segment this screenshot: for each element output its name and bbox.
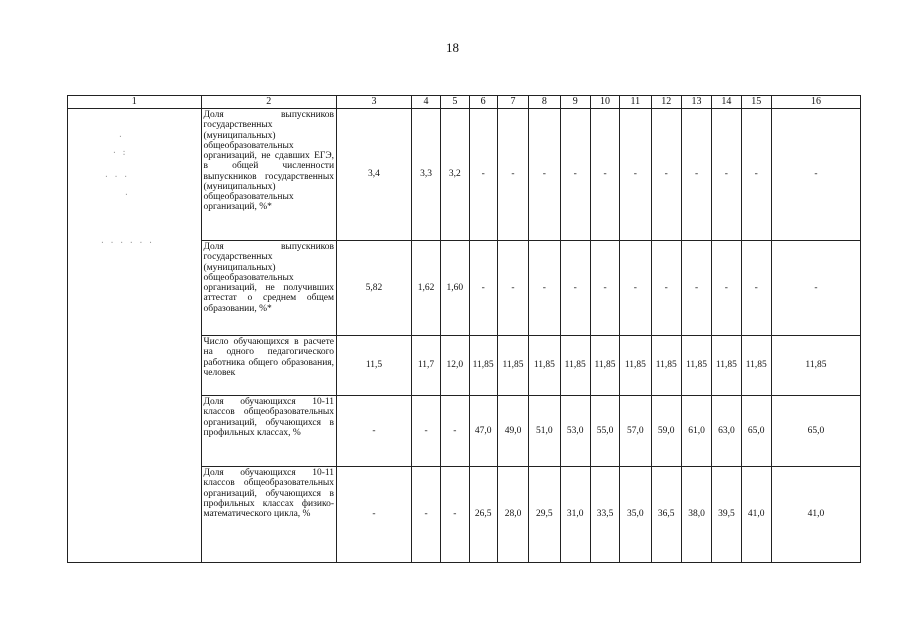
scan-artifact: · <box>124 190 129 199</box>
value-cell: 1,62 <box>411 241 440 336</box>
value-cell: 11,85 <box>529 336 560 396</box>
value-cell: - <box>712 241 741 336</box>
value-cell: - <box>590 241 619 336</box>
header-cell: 12 <box>651 96 681 109</box>
value-cell: 41,0 <box>771 467 860 563</box>
value-cell: 11,85 <box>469 336 497 396</box>
header-cell: 4 <box>411 96 440 109</box>
value-cell: - <box>741 109 771 241</box>
value-cell: 11,85 <box>497 336 528 396</box>
value-cell: 61,0 <box>681 396 711 467</box>
indicator-cell: Доля обучающихся 10-11 классов общеобразовательных организаций, обучающихся в профильных классах физико-математического цикла, % <box>201 467 337 563</box>
value-cell: - <box>741 241 771 336</box>
header-cell: 2 <box>201 96 337 109</box>
value-cell: 11,85 <box>681 336 711 396</box>
page-number: 18 <box>446 40 459 55</box>
value-cell: 38,0 <box>681 467 711 563</box>
value-cell: 12,0 <box>441 336 469 396</box>
scan-artifact: . . . . . . <box>100 236 153 245</box>
indicator-cell: Доля выпускников государственных (муниципальных) общеобразовательных организаций, не сдавших ЕГЭ, в общей численности выпускников государственных (муниципальных) общеобразовательных организаций, %* <box>201 109 337 241</box>
header-cell: 5 <box>441 96 469 109</box>
value-cell: 26,5 <box>469 467 497 563</box>
header-cell: 13 <box>681 96 711 109</box>
scan-artifact: · · · <box>104 172 129 181</box>
header-cell: 14 <box>712 96 741 109</box>
value-cell: - <box>529 109 560 241</box>
header-cell: 8 <box>529 96 560 109</box>
table-header-row <box>68 96 861 109</box>
value-cell: - <box>651 109 681 241</box>
header-cell: 1 <box>68 96 202 109</box>
value-cell: 11,85 <box>590 336 619 396</box>
indicator-cell: Число обучающихся в расчете на одного педагогического работника общего образования, человек <box>201 336 337 396</box>
value-cell: 65,0 <box>741 396 771 467</box>
value-cell: 55,0 <box>590 396 619 467</box>
value-cell: - <box>560 109 590 241</box>
value-cell: - <box>529 241 560 336</box>
value-cell: 49,0 <box>497 396 528 467</box>
value-cell: - <box>497 241 528 336</box>
value-cell: - <box>560 241 590 336</box>
value-cell: 11,85 <box>620 336 651 396</box>
value-cell: 11,85 <box>712 336 741 396</box>
header-cell: 10 <box>590 96 619 109</box>
value-cell: - <box>497 109 528 241</box>
value-cell: - <box>620 241 651 336</box>
value-cell: - <box>441 467 469 563</box>
value-cell: 29,5 <box>529 467 560 563</box>
value-cell: 28,0 <box>497 467 528 563</box>
value-cell: - <box>441 396 469 467</box>
blank-cell <box>68 109 202 563</box>
header-cell: 6 <box>469 96 497 109</box>
table-row <box>68 109 861 241</box>
value-cell: - <box>337 396 412 467</box>
value-cell: 63,0 <box>712 396 741 467</box>
value-cell: 3,2 <box>441 109 469 241</box>
value-cell: 11,85 <box>741 336 771 396</box>
header-cell: 3 <box>337 96 412 109</box>
value-cell: - <box>712 109 741 241</box>
value-cell: 53,0 <box>560 396 590 467</box>
scan-artifact: · <box>118 132 123 141</box>
value-cell: 11,5 <box>337 336 412 396</box>
value-cell: - <box>771 241 860 336</box>
value-cell: - <box>681 109 711 241</box>
value-cell: - <box>771 109 860 241</box>
value-cell: 57,0 <box>620 396 651 467</box>
value-cell: 59,0 <box>651 396 681 467</box>
header-cell: 16 <box>771 96 860 109</box>
value-cell: 3,4 <box>337 109 412 241</box>
value-cell: 11,85 <box>771 336 860 396</box>
indicator-cell: Доля обучающихся 10-11 классов общеобразовательных организаций, обучающихся в профильных классах, % <box>201 396 337 467</box>
value-cell: 11,85 <box>560 336 590 396</box>
value-cell: - <box>337 467 412 563</box>
value-cell: 3,3 <box>411 109 440 241</box>
value-cell: 33,5 <box>590 467 619 563</box>
data-table <box>67 95 861 563</box>
value-cell: - <box>411 396 440 467</box>
value-cell: - <box>681 241 711 336</box>
value-cell: 31,0 <box>560 467 590 563</box>
header-cell: 11 <box>620 96 651 109</box>
value-cell: 51,0 <box>529 396 560 467</box>
header-cell: 7 <box>497 96 528 109</box>
value-cell: 41,0 <box>741 467 771 563</box>
value-cell: - <box>469 241 497 336</box>
value-cell: - <box>620 109 651 241</box>
value-cell: 11,85 <box>651 336 681 396</box>
value-cell: 11,7 <box>411 336 440 396</box>
value-cell: 35,0 <box>620 467 651 563</box>
scan-artifact: · : <box>112 148 127 157</box>
value-cell: - <box>411 467 440 563</box>
value-cell: 65,0 <box>771 396 860 467</box>
value-cell: - <box>590 109 619 241</box>
value-cell: 5,82 <box>337 241 412 336</box>
header-cell: 15 <box>741 96 771 109</box>
indicator-cell: Доля выпускников государственных (муниципальных) общеобразовательных организаций, не получивших аттестат о среднем общем образовании, %* <box>201 241 337 336</box>
value-cell: - <box>651 241 681 336</box>
value-cell: - <box>469 109 497 241</box>
header-cell: 9 <box>560 96 590 109</box>
value-cell: 1,60 <box>441 241 469 336</box>
value-cell: 39,5 <box>712 467 741 563</box>
value-cell: 47,0 <box>469 396 497 467</box>
value-cell: 36,5 <box>651 467 681 563</box>
